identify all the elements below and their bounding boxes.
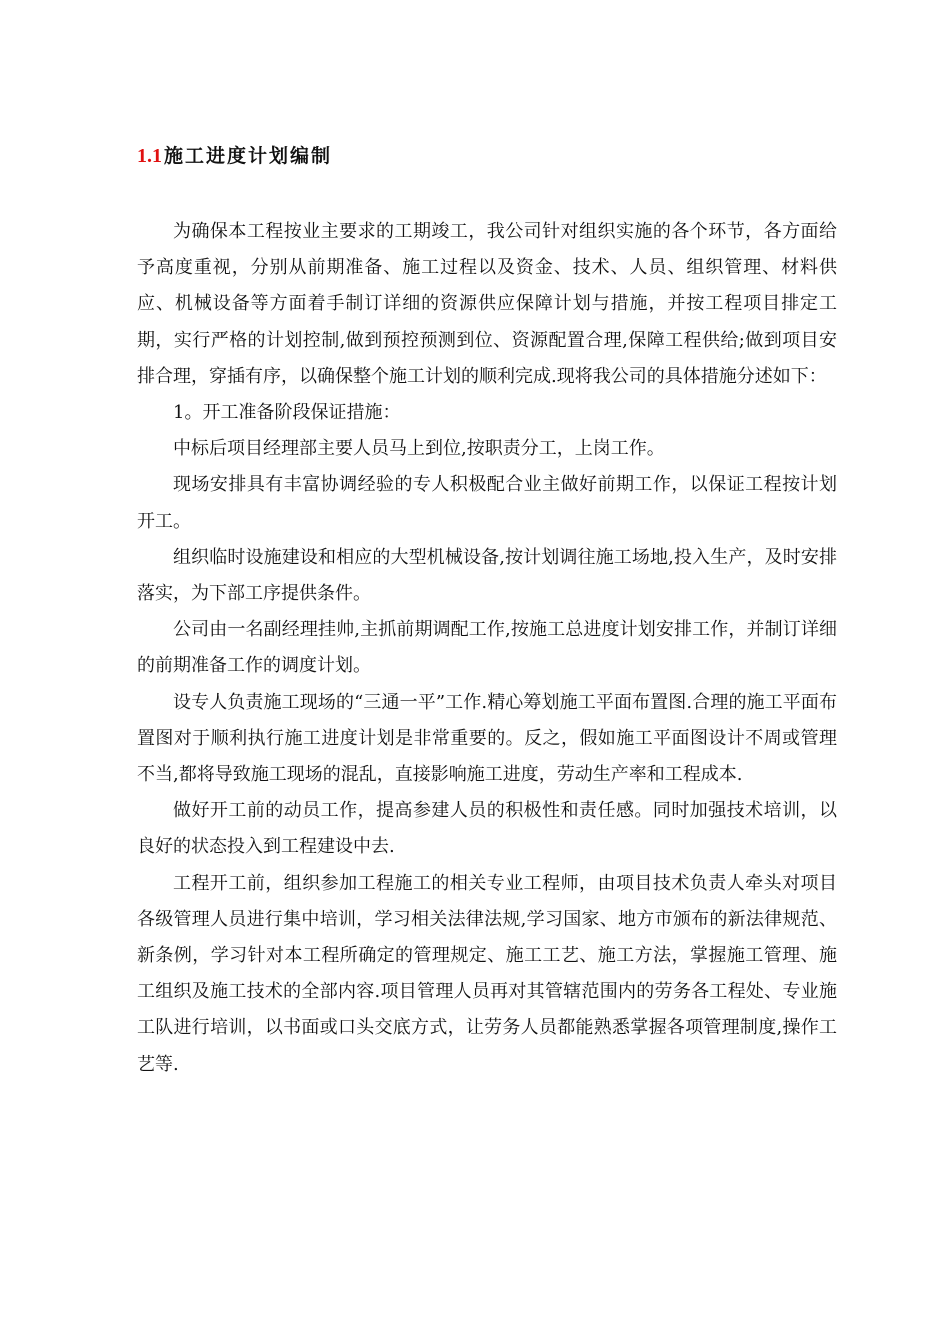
paragraph: 中标后项目经理部主要人员马上到位,按职责分工，上岗工作。 <box>173 438 665 460</box>
paragraph: 工程开工前，组织参加工程施工的相关专业工程师，由项目技术负责人牵头对项目各级管理人员进行集中培训，学习相关法律法规,学习国家、地方市颁布的新法律规范、新条例，学习针对本工程所确定的管理规定、施工工艺、施工方法，掌握施工管理、施工组织及施工技术的全部内容.项目管理人员再对其管辖范围内的劳务各工程处、专业施工队进行培训，以书面或口头交底方式，让劳务人员都能熟悉掌握各项管理制度,操作工艺等. <box>137 872 837 1075</box>
paragraph: 公司由一名副经理挂帅,主抓前期调配工作,按施工总进度计划安排工作，并制订详细的前期准备工作的调度计划。 <box>137 619 837 677</box>
paragraph: 设专人负责施工现场的“三通一平”工作.精心筹划施工平面布置图.合理的施工平面布置图对于顺利执行施工进度计划是非常重要的。反之，假如施工平面图设计不周或管理不当,都将导致施工现场的混乱，直接影响施工进度，劳动生产率和工程成本. <box>137 691 837 786</box>
section-number: 1.1 <box>137 145 162 167</box>
paragraph: 现场安排具有丰富协调经验的专人积极配合业主做好前期工作，以保证工程按计划开工。 <box>137 474 837 532</box>
paragraph: 做好开工前的动员工作，提高参建人员的积极性和责任感。同时加强技术培训，以良好的状态投入到工程建设中去. <box>137 800 837 858</box>
body-text <box>137 214 837 1083</box>
paragraph: 组织临时设施建设和相应的大型机械设备,按计划调往施工场地,投入生产，及时安排落实，为下部工序提供条件。 <box>137 546 837 605</box>
paragraph-intro: 为确保本工程按业主要求的工期竣工，我公司针对组织实施的各个环节，各方面给予高度重视，分别从前期准备、施工过程以及资金、技术、人员、组织管理、材料供应、机械设备等方面着手制订详细的资源供应保障计划与措施，并按工程项目排定工期，实行严格的计划控制,做到预控预测到位、资源配置合理,保障工程供给;做到项目安排合理，穿插有序，以确保整个施工计划的顺利完成.现将我公司的具体措施分述如下： <box>137 221 837 387</box>
section-title: 施工进度计划编制 <box>164 145 333 167</box>
section-heading <box>137 141 332 171</box>
paragraph-subheading: 1。开工准备阶段保证措施： <box>173 402 401 424</box>
